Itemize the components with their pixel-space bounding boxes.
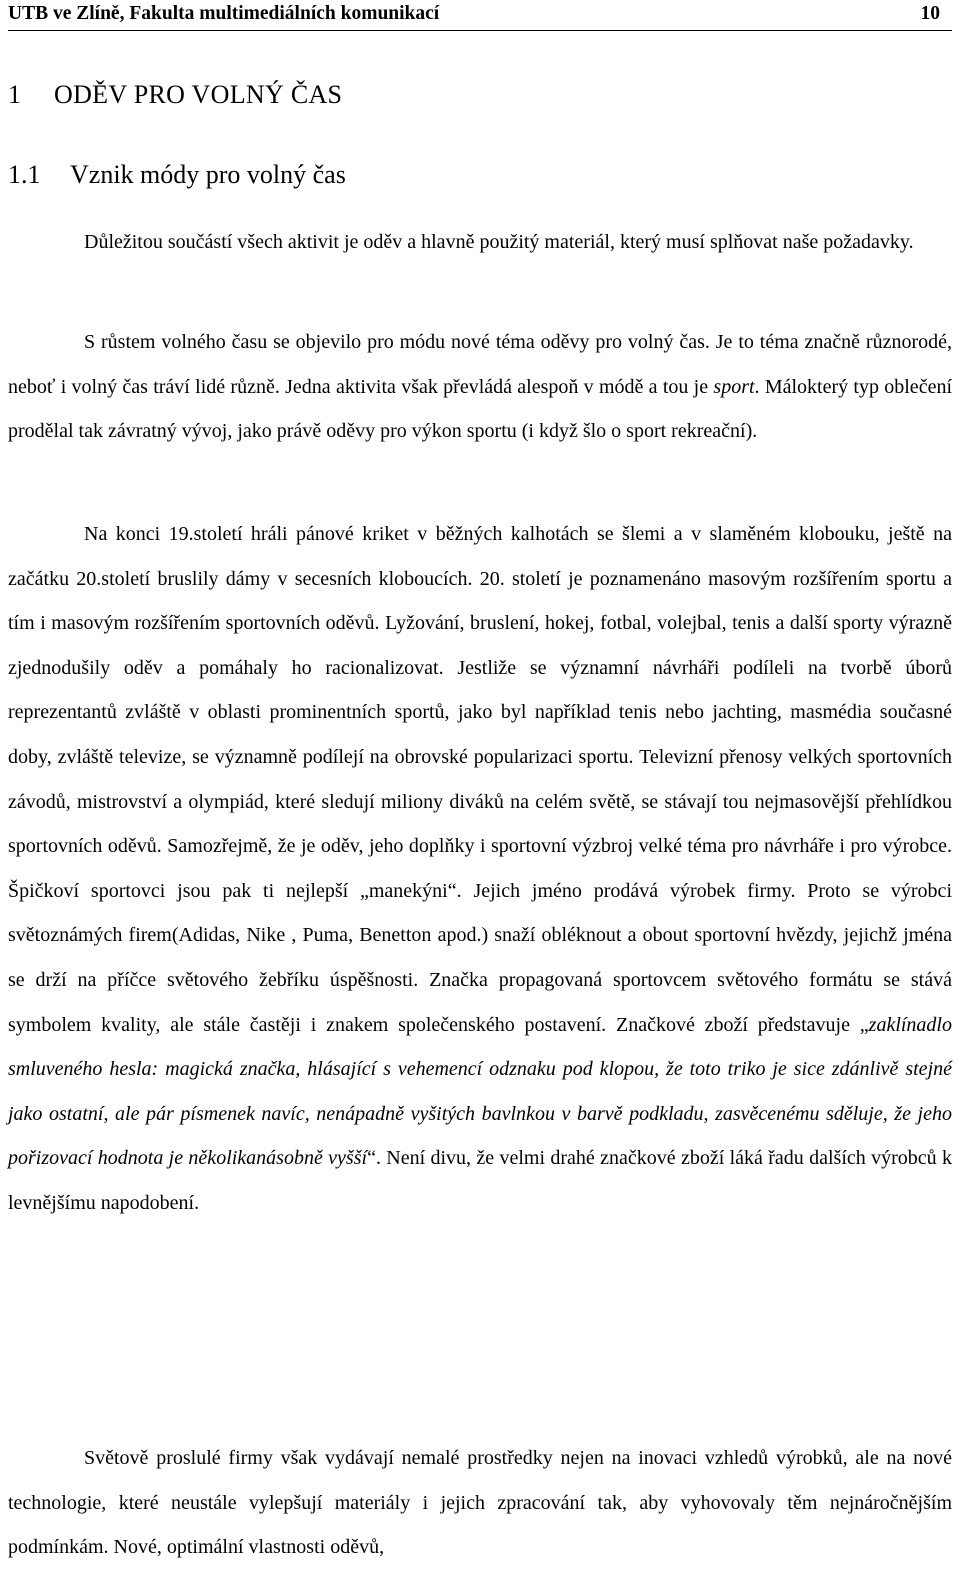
emphasis-sport: sport (713, 375, 755, 398)
section-title: Vznik módy pro volný čas (70, 160, 346, 189)
paragraph-1 (8, 220, 952, 264)
page-header (8, 0, 952, 31)
paragraph-segment: Na konci 19.století hráli pánové kriket v běžných kalhotách se šlemi a v slaměném klobouku, ještě na začátku 20.století bruslily dámy v secesních kloboucích. 20. století je poznamenáno masovým rozšířením sportu a tím i masovým rozšířením sportovních oděvů. Lyžování, bruslení, hokej, fotbal, volejbal, tenis a další sporty výrazně zjednodušily oděv a pomáhaly ho racionalizovat. Jestliže se významní návrháři podíleli na tvorbě úborů reprezentantů zvláště v oblasti prominentních sportů, jako byl například tenis nebo jachting, masmédia současné doby, zvláště televize, se významně podílejí na obrovské popularizaci sportu. Televizní přenosy velkých sportovních závodů, mistrovství a olympiád, které sledují miliony diváků na celém světě, se stávají tou nejmasovější přehlídkou sportovních oděvů. Samozřejmě, že je oděv, jeho doplňky i sportovní výzbroj velké téma pro návrháře i pro výrobce. Špičkoví sportovci jsou pak ti nejlepší „manekýni“. Jejich jméno prodává výrobek firmy. Proto se výrobci světoznámých firem(Adidas, Nike , Puma, Benetton apod.) snaží obléknout a obout sportovní hvězdy, jejichž jména se drží na příčce světového žebříku úspěšnosti. Značka propagovaná sportovcem světového formátu se stává symbolem kvality, ale stále častěji i znakem společenského postavení. Značkové zboží představuje „ (8, 523, 952, 1036)
paragraph-3 (8, 512, 952, 1226)
section-heading (8, 160, 346, 190)
paragraph-text: Světově proslulé firmy však vydávají nemalé prostředky nejen na inovaci vzhledů výrobků, ale na nové technologie, které neustále vylepšují materiály i jejich zpracování tak, aby vyhovovaly těm nejnáročnějším podmínkám. Nové, optimální vlastnosti oděvů, (8, 1447, 952, 1559)
paragraph-text (8, 512, 952, 1226)
paragraph-segment: S růstem volného času se objevilo pro módu nové téma oděvy pro volný čas. Je to téma značně různorodé, neboť i volný čas tráví lidé různě. Jedna aktivita však převládá alespoň v módě a tou je (8, 331, 952, 398)
emphasis-quote: zaklínadlo smluveného hesla: magická značka, hlásající s vehemencí odznaku pod klopou, že toto triko je sice zdánlivě stejné jako ostatní, ale pár písmenek navíc, nenápadně vyšitých bavlnkou v barvě podkladu, zasvěcenému sděluje, že jeho pořizovací hodnota je několikanásobně vyšší (8, 1013, 952, 1170)
chapter-title: ODĚV PRO VOLNÝ ČAS (54, 80, 343, 109)
paragraph-text (8, 320, 952, 454)
section-number: 1.1 (8, 160, 41, 189)
paragraph-segment: . Málokterý typ oblečení prodělal tak závratný vývoj, jako právě oděvy pro výkon sportu (i když šlo o sport rekreační). (8, 375, 952, 443)
chapter-number: 1 (8, 80, 22, 109)
paragraph-segment: “. Není divu, že velmi drahé značkové zboží láká řadu dalších výrobců k levnějšímu napodobení. (8, 1147, 952, 1214)
chapter-heading (8, 80, 342, 110)
page-number: 10 (920, 3, 940, 24)
paragraph-4 (8, 1436, 952, 1570)
paragraph-text: Důležitou součástí všech aktivit je oděv a hlavně použitý materiál, který musí splňovat naše požadavky. (84, 231, 914, 253)
paragraph-2 (8, 320, 952, 454)
header-title: UTB ve Zlíně, Fakultа multimediálních komunikací (8, 3, 440, 24)
